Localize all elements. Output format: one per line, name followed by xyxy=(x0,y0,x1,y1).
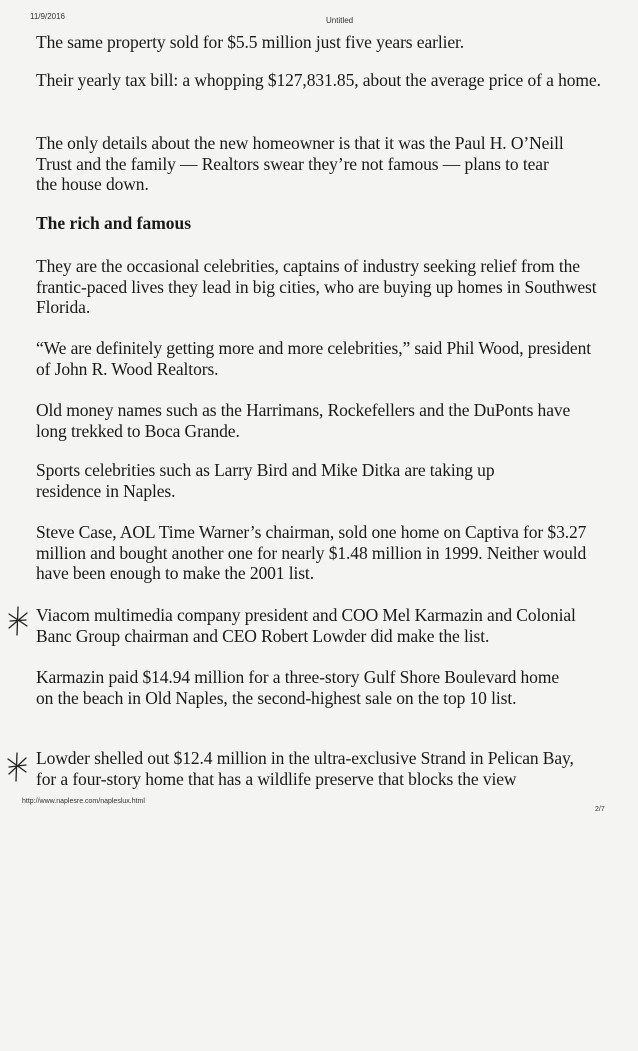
paragraph-new-homeowner: The only details about the new homeowner is that it was the Paul H. O’Neill Trust and the family — Realtors swear they’re not famous — plans to tear the house down. xyxy=(36,133,564,194)
paragraph-celebrities: They are the occasional celebrities, captains of industry seeking relief from the frantic-paced lives they lead in big cities, who are buying up homes in Southwest Florida. xyxy=(36,256,597,317)
paragraph-tax-bill: Their yearly tax bill: a whopping $127,831.85, about the average price of a home. xyxy=(36,70,601,90)
section-heading: The rich and famous xyxy=(36,213,192,233)
paragraph-phil-wood-quote: “We are definitely getting more and more celebrities,” said Phil Wood, president of John R. Wood Realtors. xyxy=(36,338,591,379)
handwritten-asterisk-icon xyxy=(6,604,30,638)
paragraph-karmazin-purchase: Karmazin paid $14.94 million for a three-story Gulf Shore Boulevard home on the beach in Old Naples, the second-highest sale on the top 10 list. xyxy=(36,667,560,708)
paragraph-prior-sale: The same property sold for $5.5 million just five years earlier. xyxy=(36,32,465,52)
paragraph-karmazin-lowder: Viacom multimedia company president and COO Mel Karmazin and Colonial Banc Group chairman and CEO Robert Lowder did make the list. xyxy=(36,605,576,646)
print-footer-page-number: 2/7 xyxy=(595,806,605,813)
print-footer-url: http://www.naplesre.com/napleslux.html xyxy=(22,798,145,805)
paragraph-sports-celebrities: Sports celebrities such as Larry Bird and Mike Ditka are taking up residence in Naples. xyxy=(36,460,495,501)
print-header-title: Untitled xyxy=(326,16,354,25)
paragraph-lowder-purchase: Lowder shelled out $12.4 million in the ultra-exclusive Strand in Pelican Bay, for a four-story home that has a wildlife preserve that blocks the view xyxy=(36,748,574,789)
handwritten-asterisk-icon xyxy=(6,750,30,784)
paragraph-old-money: Old money names such as the Harrimans, Rockefellers and the DuPonts have long trekked to Boca Grande. xyxy=(36,400,571,441)
paragraph-steve-case: Steve Case, AOL Time Warner’s chairman, sold one home on Captiva for $3.27 million and bought another one for nearly $1.48 million in 1999. Neither would have been enough to make the 2001 list. xyxy=(36,522,587,583)
print-header-date: 11/9/2016 xyxy=(30,12,65,21)
